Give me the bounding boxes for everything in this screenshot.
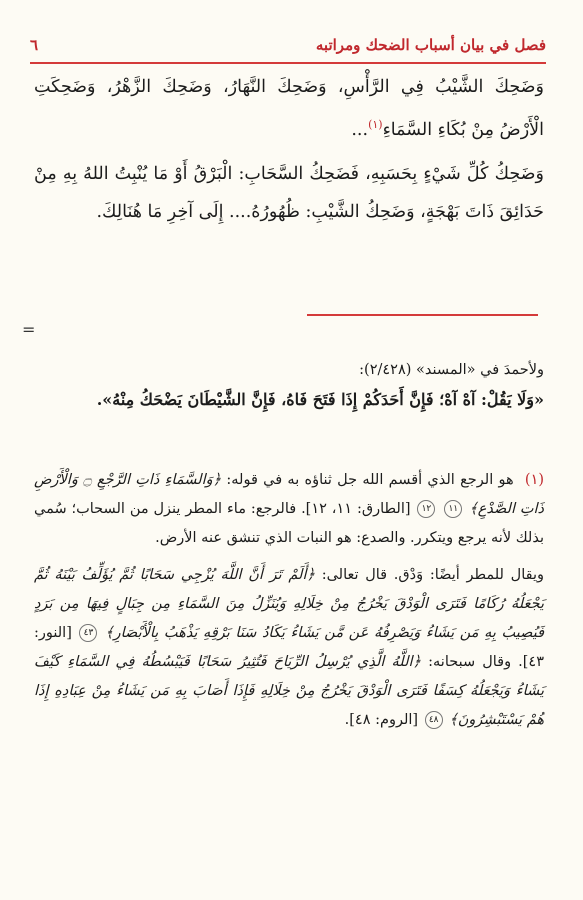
footnote-para-2-intro: ويقال للمطر أيضًا: وَدْق. قال تعالى: [321, 567, 544, 583]
verse-marker-11: ١١ [444, 500, 462, 518]
quran-verse-2: ﴿أَلَمْ تَرَ أَنَّ اللَّهَ يُزْجِي سَحَابًا ثُمَّ يُؤَلِّفُ بَيْنَهُ ثُمَّ يَجْعَلُهُ رُكَامًا فَتَرَى الْوَدْقَ يَخْرُجُ مِنْ خِلَالِهِ وَيُنَزِّلُ مِنَ السَّمَاءِ مِن جِبَالٍ فِيهَا مِن بَرَدٍ فَيُصِيبُ بِهِ مَن يَشَاءُ وَيَصْرِفُهُ عَن مَّن يَشَاءُ يَكَادُ سَنَا بَرْقِهِ يَذْهَبُ بِالْأَبْصَارِ﴾ [34, 567, 545, 641]
page-number: ٦ [30, 36, 39, 54]
continued-footnote [34, 356, 544, 414]
footnote-ref-2: [النور: ٤٣]. وقال سبحانه: [34, 625, 544, 670]
page-header [30, 32, 546, 58]
footnote-separator [307, 314, 538, 316]
footnote-1-para-1 [34, 466, 544, 553]
quran-verse-3: ﴿اللَّهُ الَّذِي يُرْسِلُ الرِّيَاحَ فَتُثِيرُ سَحَابًا فَيَبْسُطُهُ فِي السَّمَاءِ كَيْفَ يَشَاءُ وَيَجْعَلُهُ كِسَفًا فَتَرَى الْوَدْقَ يَخْرُجُ مِنْ خِلَالِهِ فَإِذَا أَصَابَ بِهِ مَن يَشَاءُ مِنْ عِبَادِهِ إِذَا هُمْ يَسْتَبْشِرُونَ﴾ [34, 654, 544, 728]
paragraph-1-text: وَضَحِكَ الشَّيْبُ فِي الرَّأْسِ، وَضَحِكَ النَّهَارُ، وَضَحِكَ الزَّهْرُ، وَضَحِكَتِ الْأَرْضُ مِنْ بُكَاءِ السَّمَاءِ [34, 77, 544, 140]
paragraph-1-ellipsis: ... [351, 119, 369, 140]
footnote-number: (١) [524, 472, 545, 488]
main-text [34, 68, 544, 237]
footnote-ref-3: [الروم: ٤٨]. [344, 712, 419, 728]
footnote-1 [34, 466, 544, 735]
continued-footnote-line-1: ولأحمدَ في «المسند» (٢/٤٢٨): [359, 362, 544, 378]
footnote-ref-1: [الطارق: ١١، ١٢]. فالرجع: ماء المطر ينزل من السحاب؛ سُمي بذلك لأنه يرجع ويتكرر. والصدع: هو النبات الذي تنشق عنه الأرض. [34, 501, 544, 546]
header-divider [30, 62, 546, 64]
quran-verse-1: ﴿وَالسَّمَاءِ ذَاتِ الرَّجْعِ ۝ وَالْأَرْضِ ذَاتِ الصَّدْعِ﴾ [34, 472, 545, 517]
footnote-reference-1: (١) [368, 118, 383, 131]
footnote-intro: هو الرجع الذي أقسم الله جل ثناؤه به في قوله: [226, 472, 514, 488]
chapter-title: فصل في بيان أسباب الضحك ومراتبه [315, 36, 546, 54]
verse-marker-43: ٤٣ [79, 624, 97, 642]
footnote-1-para-2 [34, 561, 544, 735]
verse-marker-48: ٤٨ [425, 711, 443, 729]
verse-marker-12: ١٢ [417, 500, 435, 518]
main-paragraph-1 [34, 68, 544, 149]
main-paragraph-2: وَضَحِكُ كُلِّ شَيْءٍ بِحَسَبِهِ، فَضَحِكُ السَّحَابِ: الْبَرْقُ أَوْ مَا يُنْبِتُ اللهُ بِهِ مِنْ حَدَائِقَ ذَاتَ بَهْجَةٍ، وَضَحِكُ الشَّيْبِ: ظُهُورُهُ.... إِلَى آخِرِ مَا هُنَالِكَ. [34, 163, 544, 222]
continuation-marker: = [22, 320, 36, 339]
continued-footnote-hadith: «وَلَا يَقُلْ: آهْ آهْ؛ فَإِنَّ أَحَدَكُمْ إِذَا فَتَحَ فَاهُ، فَإِنَّ الشَّيْطَانَ يَضْحَكُ مِنْهُ». [96, 390, 544, 409]
